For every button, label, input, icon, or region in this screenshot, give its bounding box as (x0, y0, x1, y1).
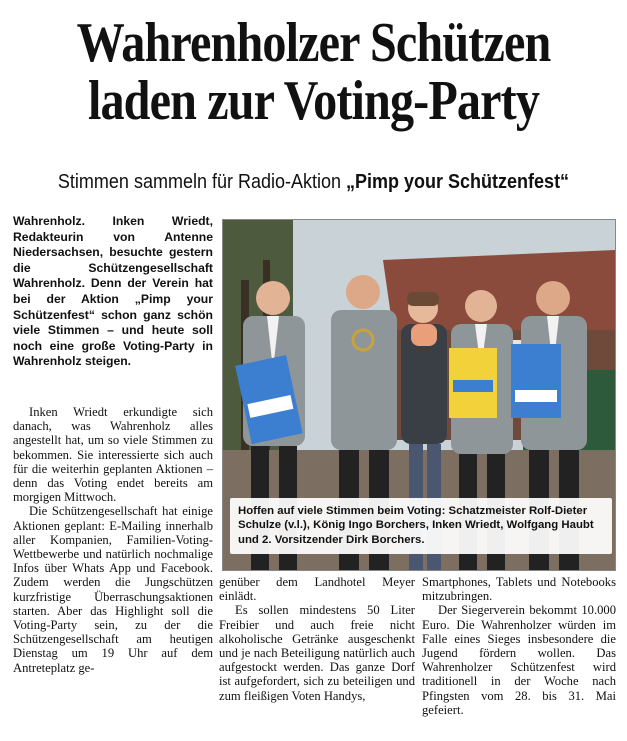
column-3-paragraph-1: Smartphones, Tablets und Notebooks mitzubringen. (422, 575, 616, 604)
column-1-paragraph-1: Inken Wriedt erkundigte sich danach, was Wahrenholz alles angestellt hat, um so viele Stimmen zu bekommen. Sie interessierte sich auch für die weiterhin geplanten Aktionen – denn das Voting endet bereits am morgigen Mittwoch. (13, 405, 213, 505)
subheadline-bold: „Pimp your Schützenfest“ (346, 171, 570, 193)
column-1-paragraph-2: Die Schützengesellschaft hat einige Aktionen geplant: E-Mailing innerhalb aller Kompanien, Familien-Voting-Wettbewerbe und natürlich nochmalige Infos über Whats App und Facebook. Zudem werden die Jungschützen kurzfristige Überraschungsaktionen starten. Aber das Highlight soll die Voting-Party sein, zu der die Schützengesellschaft am heutigen Dienstag um 19 Uhr auf dem Antreteplatz ge- (13, 504, 213, 675)
lead-paragraph: Wahrenholz. Inken Wriedt, Redakteurin von Antenne Niedersachsen, besuchte gestern die Schützengesellschaft Wahrenholz. Denn der Verein hat bei der Aktion „Pimp your Schützenfest“ schon ganz schön viele Stimmen – und heute soll noch eine große Voting-Party in Wahrenholz steigen. (13, 214, 213, 369)
column-3-paragraph-2: Der Siegerverein bekommt 10.000 Euro. Die Wahrenholzer würden im Falle eines Sieges insbesondere die Jugend fördern wollen. Das Wahrenholzer Schützenfest wird traditionell in der Woche nach Pfingsten vom 28. bis 31. Mai gefeiert. (422, 603, 616, 717)
subheadline-plain: Stimmen sammeln für Radio-Aktion (57, 171, 347, 193)
article-column-3 (422, 575, 616, 717)
column-2-paragraph-2: Es sollen mindestens 50 Liter Freibier und auch freie nicht alkoholische Getränke ausgeschenkt und je nach Beteiligung natürlich auch aufgestockt werden. Das ganze Dorf ist aufgefordert, sich zu beteiligen und zum fleißigen Voten Handys, (219, 603, 415, 703)
photo-caption: Hoffen auf viele Stimmen beim Voting: Schatzmeister Rolf-Dieter Schulze (v.l.), König Ingo Borchers, Inken Wriedt, Wolfgang Haubt und 2. Vorsitzender Dirk Borchers. (230, 498, 612, 554)
headline-line-2: laden zur Voting-Party (87, 70, 540, 132)
headline (44, 14, 583, 130)
article-column-2 (219, 575, 415, 703)
subheadline (31, 170, 595, 194)
headline-line-1: Wahrenholzer Schützen (76, 12, 551, 74)
article-column-1 (13, 405, 213, 675)
column-2-paragraph-1: genüber dem Landhotel Meyer einlädt. (219, 575, 415, 604)
